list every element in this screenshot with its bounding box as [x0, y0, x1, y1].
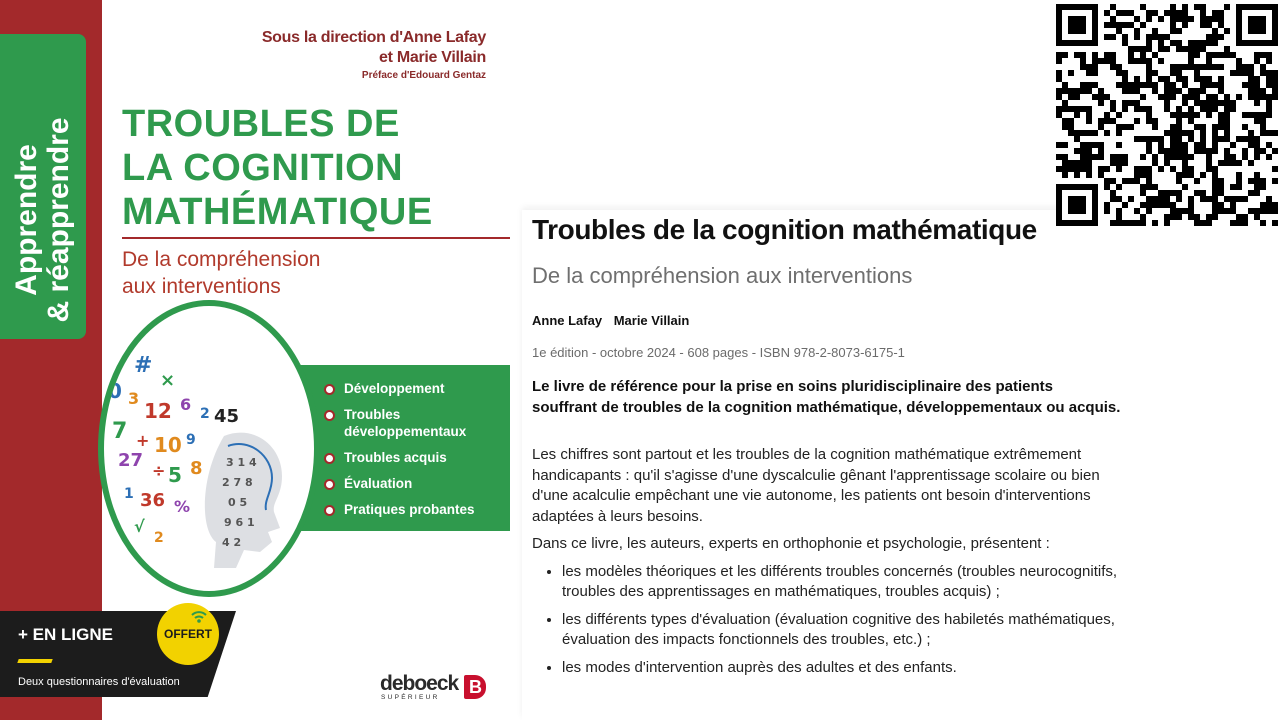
publisher-mark-icon: [464, 675, 486, 699]
cover-subtitle: [122, 246, 320, 300]
series-line-2: & réapprendre: [42, 117, 75, 323]
svg-text:4: 4: [110, 340, 123, 361]
cover-title-line-3: MATHÉMATIQUE: [122, 191, 433, 233]
series-label: [11, 117, 75, 322]
cover-title: [122, 102, 433, 234]
banner-title: + EN LIGNE: [18, 625, 113, 644]
svg-text:×: ×: [160, 370, 176, 391]
publisher-logo: deboeck: [380, 672, 459, 695]
cover-subtitle-line-1: De la compréhension: [122, 248, 321, 271]
svg-text:12: 12: [144, 399, 172, 423]
svg-text:+: +: [136, 431, 150, 450]
book-info-panel: [522, 210, 1280, 720]
banner-stripe: [17, 659, 52, 663]
series-tab: [0, 34, 86, 339]
topic-item: Pratiques probantes: [322, 501, 509, 518]
svg-text:8: 8: [190, 458, 203, 479]
list-item: • les différents types d'évaluation (évaluation cognitive des habiletés mathématiques, évaluation des impacts fonctionnels des troubles, etc.) ;: [562, 610, 1122, 651]
svg-text:0 5: 0 5: [228, 496, 248, 509]
publisher-mark-letter: B: [469, 677, 482, 697]
topics-list: [322, 380, 509, 527]
svg-text:6: 6: [180, 395, 192, 414]
cover-preface: Préface d'Edouard Gentaz: [361, 70, 486, 81]
list-item: • les modèles théoriques et les différents troubles concernés (troubles neurocognitifs, troubles des apprentissages en mathématiques, troubles acquis) ;: [562, 562, 1122, 603]
author-name[interactable]: Anne Lafay: [532, 313, 603, 328]
svg-text:2: 2: [200, 406, 210, 422]
content-list: [532, 562, 1122, 679]
cover-subtitle-line-2: aux interventions: [122, 275, 281, 298]
description-paragraph: Les chiffres sont partout et les troubles de la cognition mathématique extrêmement handicapants : qu'il s'agisse d'une dyscalculie gênant l'apprentissage scolaire ou bien d'une acalculie empêchant une vie autonome, les patients ont besoin d'interventions adaptées à leurs besoins.: [532, 446, 1100, 525]
edition-info: 1e édition - octobre 2024 - 608 pages - ISBN 978-2-8073-6175-1: [532, 345, 905, 360]
svg-text:7: 7: [112, 419, 128, 444]
svg-text:3 1 4: 3 1 4: [226, 456, 257, 469]
wifi-icon: [190, 607, 208, 625]
authors: [532, 313, 697, 328]
topic-item: Troubles développementaux: [322, 406, 509, 440]
svg-text:10: 10: [154, 433, 182, 457]
svg-text:#: #: [134, 353, 153, 378]
svg-text:2: 2: [154, 530, 164, 546]
numbers-head-illustration: [104, 306, 314, 591]
qr-code-icon[interactable]: [1056, 4, 1278, 226]
cover-illustration: [98, 300, 320, 597]
svg-text:9: 9: [186, 432, 196, 448]
description: [532, 445, 1122, 685]
svg-text:36: 36: [140, 490, 166, 511]
book-title: Troubles de la cognition mathématique: [532, 214, 1037, 245]
offert-badge: [157, 603, 219, 665]
directors-line-1: Sous la direction d'Anne Lafay: [261, 29, 486, 46]
publisher-subtitle: SUPÉRIEUR: [381, 694, 440, 701]
svg-text:45: 45: [214, 406, 240, 427]
lead-paragraph: Le livre de référence pour la prise en soins pluridisciplinaire des patients souffrant de troubles de la cognition mathématique, développementaux ou acquis.: [532, 378, 1121, 416]
list-item: • les modes d'intervention auprès des adultes et des enfants.: [562, 658, 1122, 679]
svg-text:0: 0: [108, 379, 122, 403]
book-subtitle: De la compréhension aux interventions: [532, 263, 913, 288]
svg-text:3: 3: [128, 389, 140, 408]
topic-item: Évaluation: [322, 475, 509, 492]
svg-text:27: 27: [118, 450, 144, 471]
banner-description: Deux questionnaires d'évaluation: [18, 676, 180, 688]
series-line-1: Apprendre: [10, 144, 43, 296]
cover-title-line-2: LA COGNITION: [122, 147, 404, 189]
svg-text:÷: ÷: [152, 461, 166, 480]
svg-text:1: 1: [124, 486, 134, 502]
book-cover: [0, 0, 510, 720]
svg-text:9 6 1: 9 6 1: [224, 516, 255, 529]
svg-text:%: %: [174, 497, 191, 516]
svg-text:2 7 8: 2 7 8: [222, 476, 253, 489]
svg-text:5: 5: [168, 463, 182, 487]
svg-text:4 2: 4 2: [222, 536, 242, 549]
description-paragraph: Dans ce livre, les auteurs, experts en orthophonie et psychologie, présentent :: [532, 535, 1050, 552]
directors-line-2: et Marie Villain: [379, 49, 486, 66]
cover-title-line-1: TROUBLES DE: [122, 103, 400, 145]
cover-directors: [262, 28, 486, 68]
offert-label: OFFERT: [164, 627, 212, 641]
author-name[interactable]: Marie Villain: [613, 313, 690, 328]
topic-item: Développement: [322, 380, 509, 397]
topic-item: Troubles acquis: [322, 449, 509, 466]
cover-divider: [122, 237, 510, 239]
svg-text:√: √: [134, 517, 145, 536]
